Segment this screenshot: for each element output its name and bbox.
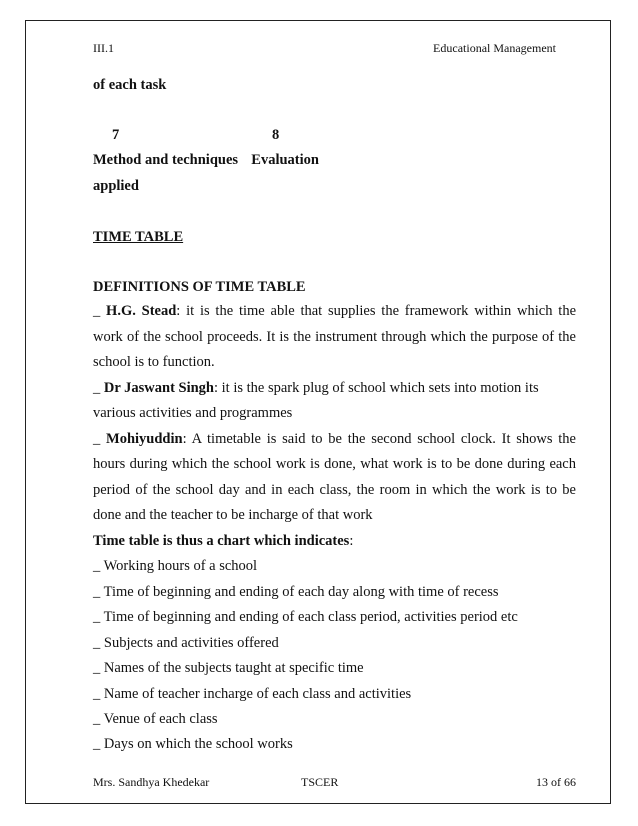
footer-page-number: 13 of 66 <box>536 775 576 789</box>
evaluation-label: Evaluation <box>251 152 319 168</box>
definition-singh-line1: _ Dr Jaswant Singh: it is the spark plug of school which sets into motion its <box>93 380 539 396</box>
column-number-8: 8 <box>272 127 280 143</box>
definition-mohiyuddin-line3: period of the school day and in each class, the room in which the work is to be <box>93 482 576 498</box>
definition-stead-line1: _ H.G. Stead: it is the time able that supplies the framework within which the <box>93 303 576 319</box>
footer-author: Mrs. Sandhya Khedekar <box>93 775 210 789</box>
column-label-method <box>93 151 319 169</box>
definition-stead-line3: school is to function. <box>93 354 215 370</box>
section-heading: TIME TABLE <box>93 229 184 245</box>
footer-institute: TSCER <box>301 775 339 789</box>
line-of-each-task: of each task <box>93 77 167 93</box>
definition-mohiyuddin-line4: done and the teacher to be incharge of that work <box>93 507 373 523</box>
definition-author-stead: H.G. Stead <box>106 303 177 319</box>
definitions-heading: DEFINITIONS OF TIME TABLE <box>93 279 306 295</box>
list-item: _ Names of the subjects taught at specific time <box>93 660 364 676</box>
definition-author-mohiyuddin: Mohiyuddin <box>106 431 183 447</box>
header-title: Educational Management <box>433 41 556 55</box>
definition-mohiyuddin-line1: _ Mohiyuddin: A timetable is said to be the second school clock. It shows the <box>93 431 576 447</box>
column-number-7: 7 <box>112 127 120 143</box>
definition-singh-line2: various activities and programmes <box>93 405 293 421</box>
column-label-applied: applied <box>93 178 139 194</box>
list-item: _ Working hours of a school <box>93 558 258 574</box>
list-item: _ Name of teacher incharge of each class and activities <box>93 686 412 702</box>
definition-author-singh: Dr Jaswant Singh <box>103 380 214 396</box>
list-item: _ Subjects and activities offered <box>93 635 279 651</box>
definition-stead-line2: work of the school proceeds. It is the instrument through which the purpose of the <box>93 329 576 345</box>
header-section-id: III.1 <box>93 41 114 55</box>
list-item: _ Days on which the school works <box>93 736 293 752</box>
list-item: _ Venue of each class <box>93 711 218 727</box>
list-item: _ Time of beginning and ending of each day along with time of recess <box>93 584 499 600</box>
definition-mohiyuddin-line2: hours during which the school work is done, what work is to be done during each <box>93 456 576 472</box>
method-label: Method and techniques <box>93 152 239 168</box>
chart-heading: Time table is thus a chart which indicates: <box>93 533 354 549</box>
list-item: _ Time of beginning and ending of each class period, activities period etc <box>93 609 518 625</box>
